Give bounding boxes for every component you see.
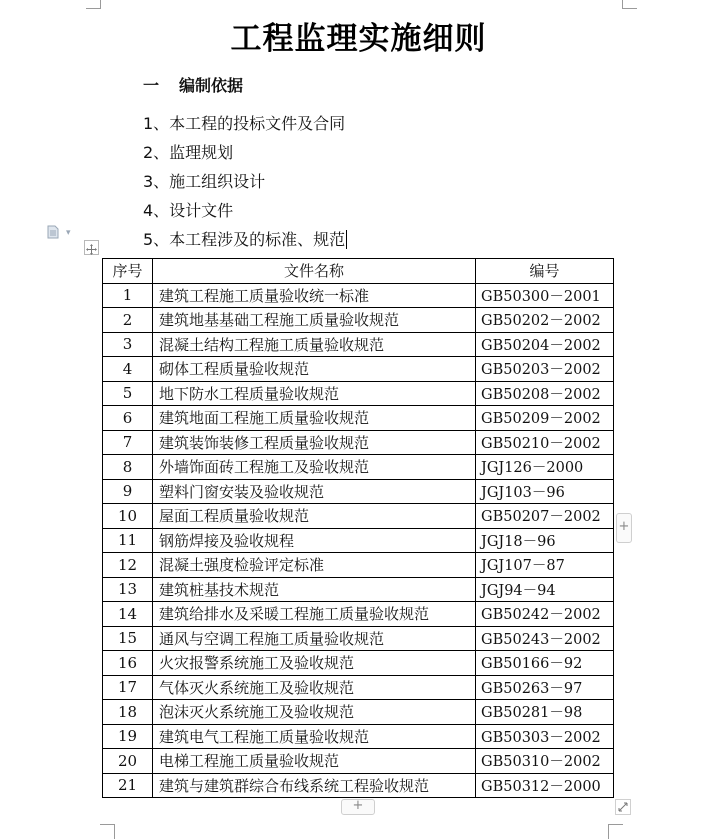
document-name-cell[interactable]: 外墙饰面砖工程施工及验收规范 (153, 455, 476, 480)
table-row (103, 430, 614, 455)
section-heading[interactable] (143, 73, 243, 96)
table-row (103, 283, 614, 308)
row-number-cell[interactable]: 9 (103, 479, 153, 504)
table-row (103, 308, 614, 333)
add-column-button[interactable]: + (616, 513, 632, 543)
row-number-cell[interactable]: 2 (103, 308, 153, 333)
table-row (103, 749, 614, 774)
document-code-cell[interactable]: GB50300－2001 (476, 283, 614, 308)
row-number-cell[interactable]: 15 (103, 626, 153, 651)
row-number-cell[interactable]: 14 (103, 602, 153, 627)
basis-item-text: 5、本工程涉及的标准、规范 (143, 230, 346, 249)
basis-item[interactable]: 1、本工程的投标文件及合同 (143, 114, 346, 133)
document-name-cell[interactable]: 建筑装饰装修工程质量验收规范 (153, 430, 476, 455)
section-label: 编制依据 (179, 76, 244, 95)
document-name-cell[interactable]: 建筑地基基础工程施工质量验收规范 (153, 308, 476, 333)
document-code-cell[interactable]: GB50210－2002 (476, 430, 614, 455)
document-name-cell[interactable]: 建筑工程施工质量验收统一标准 (153, 283, 476, 308)
row-number-cell[interactable]: 1 (103, 283, 153, 308)
table-body (103, 283, 614, 798)
table-row (103, 406, 614, 431)
table-row (103, 553, 614, 578)
document-code-cell[interactable]: JGJ94－94 (476, 577, 614, 602)
row-number-cell[interactable]: 20 (103, 749, 153, 774)
table-row (103, 332, 614, 357)
document-code-cell[interactable]: GB50243－2002 (476, 626, 614, 651)
basis-item[interactable]: 2、监理规划 (143, 143, 234, 162)
document-name-cell[interactable]: 建筑给排水及采暖工程施工质量验收规范 (153, 602, 476, 627)
document-name-cell[interactable]: 砌体工程质量验收规范 (153, 357, 476, 382)
margin-corner-top-left (86, 0, 101, 9)
basis-item[interactable]: 3、施工组织设计 (143, 172, 266, 191)
row-number-cell[interactable]: 3 (103, 332, 153, 357)
margin-corner-top-right (622, 0, 637, 9)
row-number-cell[interactable]: 19 (103, 724, 153, 749)
standards-table (102, 258, 614, 798)
row-number-cell[interactable]: 11 (103, 528, 153, 553)
document-code-cell[interactable]: GB50203－2002 (476, 357, 614, 382)
table-move-handle[interactable] (84, 240, 99, 255)
document-code-cell[interactable]: JGJ18－96 (476, 528, 614, 553)
row-number-cell[interactable]: 7 (103, 430, 153, 455)
row-number-cell[interactable]: 16 (103, 651, 153, 676)
document-name-cell[interactable]: 屋面工程质量验收规范 (153, 504, 476, 529)
table-header-row (103, 259, 614, 284)
document-name-cell[interactable]: 混凝土结构工程施工质量验收规范 (153, 332, 476, 357)
row-number-cell[interactable]: 4 (103, 357, 153, 382)
table-move-icon (85, 243, 98, 256)
document-code-cell[interactable]: JGJ107－87 (476, 553, 614, 578)
document-code-cell[interactable]: JGJ126－2000 (476, 455, 614, 480)
document-code-cell[interactable]: GB50166－92 (476, 651, 614, 676)
document-code-cell[interactable]: GB50303－2002 (476, 724, 614, 749)
document-name-cell[interactable]: 电梯工程施工质量验收规范 (153, 749, 476, 774)
add-row-button[interactable]: + (341, 799, 375, 815)
row-number-cell[interactable]: 18 (103, 700, 153, 725)
table-row (103, 626, 614, 651)
document-name-cell[interactable]: 火灾报警系统施工及验收规范 (153, 651, 476, 676)
document-name-cell[interactable]: 地下防水工程质量验收规范 (153, 381, 476, 406)
document-name-cell[interactable]: 建筑与建筑群综合布线系统工程验收规范 (153, 773, 476, 798)
table-row (103, 651, 614, 676)
table-row (103, 602, 614, 627)
document-code-cell[interactable]: GB50202－2002 (476, 308, 614, 333)
document-name-cell[interactable]: 建筑地面工程施工质量验收规范 (153, 406, 476, 431)
table-resize-icon[interactable] (615, 799, 631, 815)
basis-item[interactable]: 4、设计文件 (143, 201, 234, 220)
document-code-cell[interactable]: JGJ103－96 (476, 479, 614, 504)
row-number-cell[interactable]: 10 (103, 504, 153, 529)
section-number: 一 (143, 76, 160, 95)
document-code-cell[interactable]: GB50207－2002 (476, 504, 614, 529)
document-code-cell[interactable]: GB50281－98 (476, 700, 614, 725)
document-code-cell[interactable]: GB50263－97 (476, 675, 614, 700)
table-row (103, 773, 614, 798)
row-number-cell[interactable]: 12 (103, 553, 153, 578)
row-number-cell[interactable]: 6 (103, 406, 153, 431)
document-code-cell[interactable]: GB50208－2002 (476, 381, 614, 406)
text-cursor (346, 230, 347, 249)
document-name-cell[interactable]: 通风与空调工程施工质量验收规范 (153, 626, 476, 651)
row-number-cell[interactable]: 17 (103, 675, 153, 700)
document-name-cell[interactable]: 建筑桩基技术规范 (153, 577, 476, 602)
basis-item-current[interactable] (143, 227, 347, 250)
margin-corner-bottom-right (608, 824, 623, 839)
table-row (103, 528, 614, 553)
document-name-cell[interactable]: 建筑电气工程施工质量验收规范 (153, 724, 476, 749)
document-title[interactable]: 工程监理实施细则 (230, 21, 487, 57)
table-row (103, 504, 614, 529)
document-code-cell[interactable]: GB50312－2000 (476, 773, 614, 798)
document-name-cell[interactable]: 钢筋焊接及验收规程 (153, 528, 476, 553)
header-document-name[interactable]: 文件名称 (153, 259, 476, 284)
table-row (103, 700, 614, 725)
table-row (103, 381, 614, 406)
table-row (103, 577, 614, 602)
row-number-cell[interactable]: 13 (103, 577, 153, 602)
paragraph-doc-icon[interactable] (46, 225, 60, 239)
row-number-cell[interactable]: 8 (103, 455, 153, 480)
row-number-cell[interactable]: 21 (103, 773, 153, 798)
document-name-cell[interactable]: 气体灭火系统施工及验收规范 (153, 675, 476, 700)
document-code-cell[interactable]: GB50242－2002 (476, 602, 614, 627)
margin-corner-bottom-left (100, 824, 115, 839)
table-row (103, 455, 614, 480)
header-code[interactable]: 编号 (476, 259, 614, 284)
document-name-cell[interactable]: 混凝土强度检验评定标准 (153, 553, 476, 578)
document-name-cell[interactable]: 塑料门窗安装及验收规范 (153, 479, 476, 504)
row-number-cell[interactable]: 5 (103, 381, 153, 406)
document-code-cell[interactable]: GB50310－2002 (476, 749, 614, 774)
table-row (103, 479, 614, 504)
table-row (103, 675, 614, 700)
header-number[interactable]: 序号 (103, 259, 153, 284)
table-row (103, 357, 614, 382)
document-name-cell[interactable]: 泡沫灭火系统施工及验收规范 (153, 700, 476, 725)
document-code-cell[interactable]: GB50209－2002 (476, 406, 614, 431)
table-row (103, 724, 614, 749)
document-code-cell[interactable]: GB50204－2002 (476, 332, 614, 357)
doc-menu-chevron-down-icon[interactable]: ▾ (66, 228, 71, 238)
